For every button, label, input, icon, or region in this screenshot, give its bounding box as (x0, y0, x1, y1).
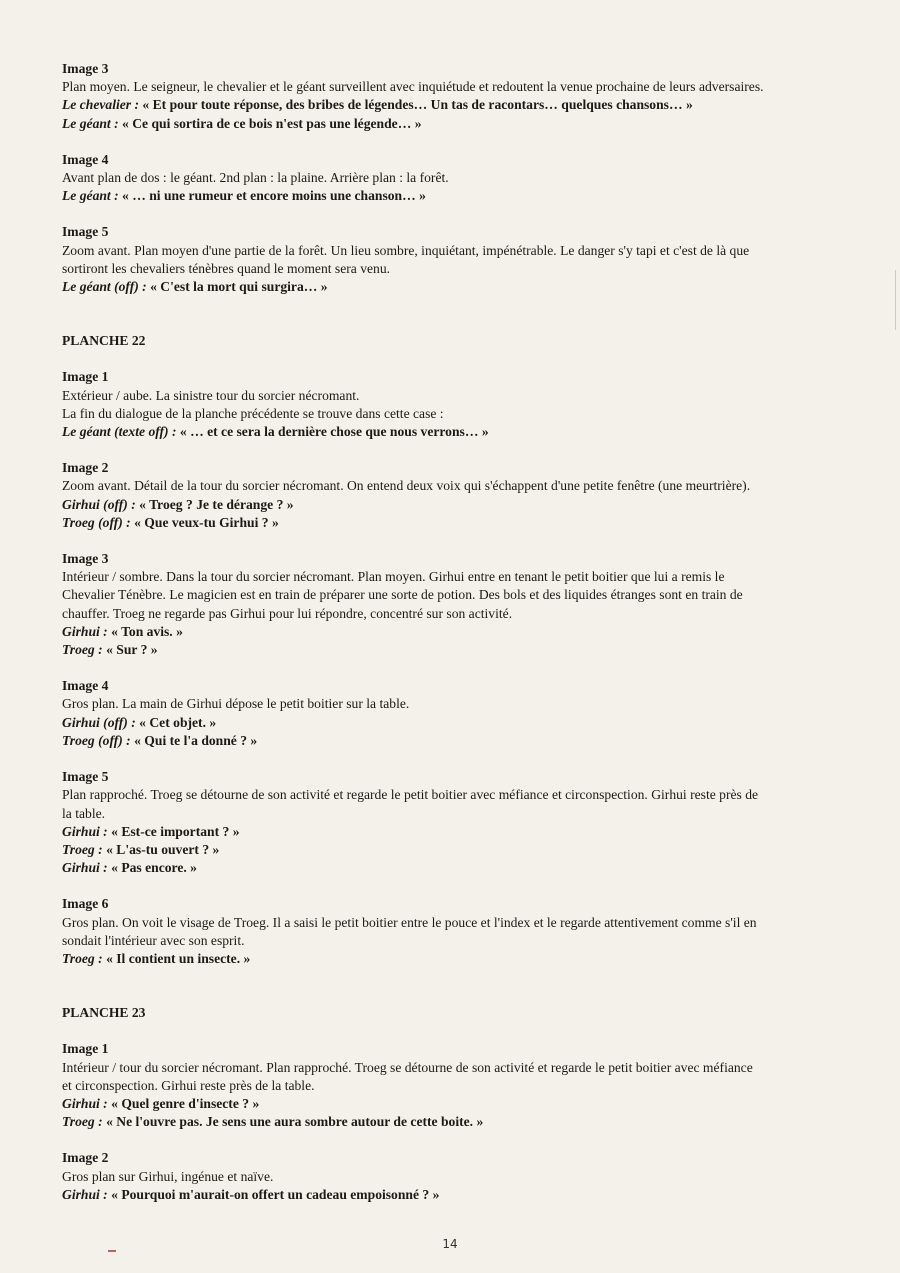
speech-text: « L'as-tu ouvert ? » (106, 841, 220, 857)
image-title: Image 5 (62, 769, 109, 785)
speech-text: « Qui te l'a donné ? » (134, 732, 258, 748)
speech-text: « Que veux-tu Girhui ? » (134, 514, 279, 530)
description-line: Avant plan de dos : le géant. 2nd plan : la plaine. Arrière plan : la forêt. (62, 170, 449, 186)
speech-text: « Troeg ? Je te dérange ? » (139, 496, 294, 512)
image-block (62, 151, 842, 206)
image-title: Image 4 (62, 151, 109, 167)
image-block (62, 223, 842, 296)
speaker-name: Girhui (off) : (62, 496, 136, 512)
image-block (62, 459, 842, 532)
image-title: Image 2 (62, 1150, 109, 1166)
dialogue-line (62, 1113, 842, 1131)
speaker-name: Girhui (off) : (62, 714, 136, 730)
image-title: Image 3 (62, 551, 109, 567)
page-number: 14 (442, 1237, 458, 1251)
dialogue-line (62, 96, 842, 114)
description-line: Gros plan sur Girhui, ingénue et naïve. (62, 1168, 274, 1184)
speech-text: « Est-ce important ? » (111, 823, 240, 839)
description-line: Gros plan. La main de Girhui dépose le petit boitier sur la table. (62, 696, 410, 712)
description-line: La fin du dialogue de la planche précédente se trouve dans cette case : (62, 405, 444, 421)
dialogue-line (62, 841, 842, 859)
dialogue-line (62, 1186, 842, 1204)
dialogue-line (62, 514, 842, 532)
speaker-name: Troeg : (62, 642, 103, 658)
speaker-name: Troeg (off) : (62, 514, 131, 530)
page-edge (895, 270, 900, 330)
image-title: Image 1 (62, 369, 109, 385)
description-line: Zoom avant. Détail de la tour du sorcier nécromant. On entend deux voix qui s'échappent d'une petite fenêtre (une meurtrière). (62, 478, 751, 494)
speaker-name: Troeg (off) : (62, 732, 131, 748)
dialogue-line (62, 732, 842, 750)
speech-text: « Quel genre d'insecte ? » (111, 1095, 260, 1111)
speaker-name: Le géant (off) : (62, 279, 147, 295)
dialogue-line (62, 423, 842, 441)
image-title: Image 5 (62, 224, 109, 240)
speaker-name: Girhui : (62, 860, 108, 876)
speaker-name: Girhui : (62, 623, 108, 639)
image-block (62, 1149, 842, 1204)
speaker-name: Le géant (texte off) : (62, 424, 177, 440)
dialogue-line (62, 1095, 842, 1113)
planche-heading: PLANCHE 23 (62, 1005, 146, 1021)
image-title: Image 3 (62, 61, 109, 76)
speaker-name: Girhui : (62, 1095, 108, 1111)
dialogue-line (62, 187, 842, 205)
speech-text: « Ton avis. » (111, 623, 183, 639)
speaker-name: Girhui : (62, 1186, 108, 1202)
speaker-name: Le chevalier : (62, 97, 139, 113)
description-line: Zoom avant. Plan moyen d'une partie de la forêt. Un lieu sombre, inquiétant, impénétrable. Le danger s'y tapi et c'est de là que (62, 242, 750, 258)
dialogue-line (62, 950, 842, 968)
speaker-name: Le géant : (62, 188, 119, 204)
description-line: Chevalier Ténèbre. Le magicien est en train de préparer une sorte de potion. Des bols et des liquides étranges sont en train de (62, 587, 743, 603)
speech-text: « … ni une rumeur et encore moins une chanson… » (122, 188, 426, 204)
image-block (62, 677, 842, 750)
image-title: Image 6 (62, 896, 109, 912)
planche-heading: PLANCHE 22 (62, 333, 146, 349)
speech-text: « … et ce sera la dernière chose que nous verrons… » (179, 424, 489, 440)
image-block (62, 368, 842, 441)
image-block (62, 550, 842, 659)
image-block (62, 768, 842, 877)
speech-text: « Et pour toute réponse, des bribes de légendes… Un tas de racontars… quelques chansons… » (142, 97, 693, 113)
dialogue-line (62, 714, 842, 732)
speaker-name: Troeg : (62, 1114, 103, 1130)
speech-text: « Cet objet. » (139, 714, 217, 730)
description-line: Intérieur / tour du sorcier nécromant. Plan rapproché. Troeg se détourne de son activité et regarde le petit boitier avec méfiance (62, 1059, 753, 1075)
description-line: Gros plan. On voit le visage de Troeg. Il a saisi le petit boitier entre le pouce et l'index et le regarde attentivement comme s'il en (62, 914, 757, 930)
speaker-name: Troeg : (62, 950, 103, 966)
speech-text: « Ce qui sortira de ce bois n'est pas une légende… » (122, 115, 422, 131)
dialogue-line (62, 115, 842, 133)
description-line: sortiront les chevaliers ténèbres quand le moment sera venu. (62, 260, 391, 276)
description-line: sondait l'intérieur avec son esprit. (62, 932, 245, 948)
description-line: et circonspection. Girhui reste près de la table. (62, 1077, 315, 1093)
dialogue-line (62, 278, 842, 296)
description-line: Extérieur / aube. La sinistre tour du sorcier nécromant. (62, 387, 360, 403)
speech-text: « Ne l'ouvre pas. Je sens une aura sombre autour de cette boite. » (106, 1114, 484, 1130)
description-line: Intérieur / sombre. Dans la tour du sorcier nécromant. Plan moyen. Girhui entre en tenant le petit boitier que lui a remis le (62, 569, 725, 585)
image-block (62, 1040, 842, 1131)
dialogue-line (62, 823, 842, 841)
image-title: Image 4 (62, 678, 109, 694)
speech-text: « C'est la mort qui surgira… » (150, 279, 328, 295)
speech-text: « Sur ? » (106, 642, 158, 658)
speech-text: « Pourquoi m'aurait-on offert un cadeau empoisonné ? » (111, 1186, 440, 1202)
dialogue-line (62, 859, 842, 877)
script-page (62, 60, 842, 1204)
image-block (62, 60, 842, 133)
dialogue-line (62, 496, 842, 514)
dialogue-line (62, 641, 842, 659)
image-block (62, 895, 842, 968)
description-line: chauffer. Troeg ne regarde pas Girhui pour lui répondre, concentré sur son activité. (62, 605, 513, 621)
speech-text: « Il contient un insecte. » (106, 950, 251, 966)
description-line: Plan moyen. Le seigneur, le chevalier et le géant surveillent avec inquiétude et redoutent la venue prochaine de leurs adversaires. (62, 79, 764, 95)
description-line: la table. (62, 805, 106, 821)
speaker-name: Troeg : (62, 841, 103, 857)
speech-text: « Pas encore. » (111, 860, 197, 876)
image-title: Image 1 (62, 1041, 109, 1057)
speaker-name: Girhui : (62, 823, 108, 839)
speaker-name: Le géant : (62, 115, 119, 131)
description-line: Plan rapproché. Troeg se détourne de son activité et regarde le petit boitier avec méfiance et circonspection. Girhui reste près de (62, 787, 759, 803)
dialogue-line (62, 623, 842, 641)
image-title: Image 2 (62, 460, 109, 476)
